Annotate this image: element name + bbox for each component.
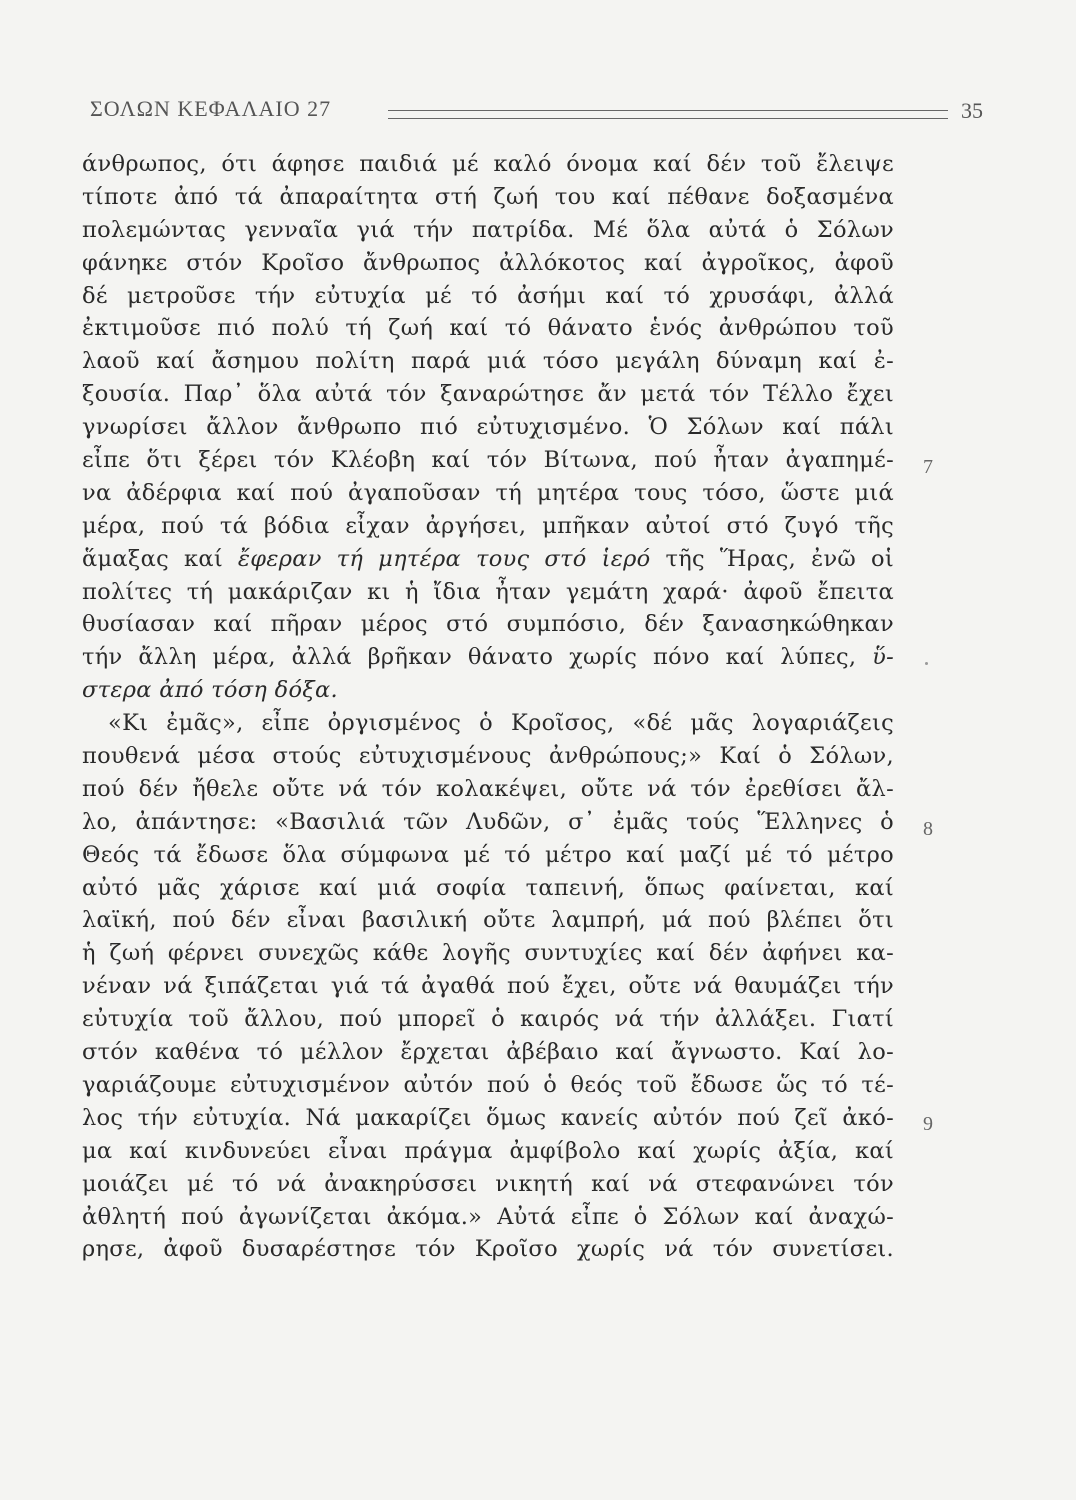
text-segment: τήν ἄλλη μέρα, ἀλλά βρῆκαν θάνατο χωρίς πόνο καί λύπες, [82,644,873,671]
italic-span: ἔφεραν τή μητέρα τους στό ἱερό [237,545,651,572]
text-line: νέναν νά ξιπάζεται γιά τά ἀγαθά πού ἔχει, οὔτε νά θαυμάζει τήν [82,973,894,1000]
text-line: λαϊκή, πού δέν εἶναι βασιλική οὔτε λαμπρή, μά πού βλέπει ὅτι [82,907,894,934]
text-line: πού δέν ἤθελε οὔτε νά τόν κολακέψει, οὔτε νά τόν ἐρεθίσει ἄλ- [82,775,894,802]
text-line: λαοῦ καί ἄσημου πολίτη παρά μιά τόσο μεγάλη δύναμη καί ἐ- [82,348,894,375]
italic-span: ὕ- [872,644,894,671]
text-line: άνθρωπος, ότι άφησε παιδιά μέ καλό όνομα καί δέν τοῦ ἔλειψε [82,151,894,177]
text-line: θυσίασαν καί πῆραν μέρος στό συμπόσιο, δέν ξανασηκώθηκαν [82,611,894,638]
paragraph-start-line: «Κι ἐμᾶς», εἶπε ὀργισμένος ὁ Κροῖσος, «δέ μᾶς λογαριάζεις [108,710,894,737]
body-text [82,148,894,1266]
text-line: γαριάζουμε εὐτυχισμένον αὐτόν πού ὁ θεός τοῦ ἔδωσε ὥς τό τέ- [82,1071,894,1098]
text-line: λος τήν εὐτυχία. Νά μακαρίζει ὅμως κανείς αὐτόν πού ζεῖ ἀκό- [82,1104,894,1131]
page-header [88,96,988,136]
text-line: να ἀδέρφια καί πού ἀγαποῦσαν τή μητέρα τους τόσο, ὥστε μιά [82,479,894,506]
text-line: πουθενά μέσα στούς εὐτυχισμένους ἀνθρώπους;» Καί ὁ Σόλων, [82,743,894,770]
text-line: ρησε, ἀφοῦ δυσαρέστησε τόν Κροῖσο χωρίς νά τόν συνετίσει. [82,1236,894,1263]
text-line: μέρα, πού τά βόδια εἶχαν ἀργήσει, μπῆκαν αὐτοί στό ζυγό τῆς [82,512,894,539]
text-line: ἀθλητή πού ἀγωνίζεται ἀκόμα.» Αὐτά εἶπε ὁ Σόλων καί ἀναχώ- [82,1203,894,1230]
margin-section-number: 9 [923,1113,933,1135]
text-line: πολίτες τή μακάριζαν κι ἡ ἴδια ἦταν γεμάτη χαρά· ἀφοῦ ἔπειτα [82,578,894,605]
text-line: λο, ἀπάντησε: «Βασιλιά τῶν Λυδῶν, σ᾽ ἐμᾶς τούς Ἕλληνες ὁ [82,808,894,835]
running-head: ΣΟΛΩΝ ΚΕΦΑΛΑΙΟ 27 [90,96,332,121]
text-line-italic [82,674,894,707]
italic-span: στερα ἀπό τόση δόξα. [82,677,338,704]
text-line-with-italic [82,641,894,674]
text-line: μοιάζει μέ τό νά ἀνακηρύσσει νικητή καί νά στεφανώνει τόν [82,1170,894,1197]
text-line: ἐκτιμοῦσε πιό πολύ τή ζωή καί τό θάνατο ἑνός ἀνθρώπου τοῦ [82,315,894,342]
text-line: εὐτυχία τοῦ ἄλλου, πού μπορεῖ ὁ καιρός νά τήν ἀλλάξει. Γιατί [82,1006,894,1033]
page-number: 35 [961,98,983,123]
text-line: ἡ ζωή φέρνει συνεχῶς κάθε λογῆς συντυχίες καί δέν ἀφήνει κα- [82,940,894,967]
text-line: ξουσία. Παρ᾽ ὅλα αὐτά τόν ξαναρώτησε ἄν μετά τόν Τέλλο ἔχει [82,381,894,408]
text-segment: ἅμαξας καί [82,545,238,572]
text-line: μα καί κινδυνεύει εἶναι πράγμα ἀμφίβολο καί χωρίς ἀξία, καί [82,1137,894,1164]
text-line: αὐτό μᾶς χάρισε καί μιά σοφία ταπεινή, ὅπως φαίνεται, καί [82,874,894,901]
text-line: εἶπε ὅτι ξέρει τόν Κλέοβη καί τόν Βίτωνα, πού ἦταν ἀγαπημέ- [82,447,894,474]
text-line: φάνηκε στόν Κροῖσο ἄνθρωπος ἀλλόκοτος καί ἀγροῖκος, ἀφοῦ [82,249,894,276]
text-line: πολεμώντας γενναῖα γιά τήν πατρίδα. Μέ ὅλα αὐτά ὁ Σόλων [82,216,894,243]
header-rule [388,110,948,119]
margin-section-number: 8 [923,818,933,840]
text-line-with-italic [82,543,894,576]
text-line: τίποτε ἀπό τά ἀπαραίτητα στή ζωή του καί πέθανε δοξασμένα [82,183,894,210]
text-line: Θεός τά ἔδωσε ὅλα σύμφωνα μέ τό μέτρο καί μαζί μέ τό μέτρο [82,841,894,868]
margin-section-number: 7 [923,456,933,478]
text-line: στόν καθένα τό μέλλον ἔρχεται ἀβέβαιο καί ἄγνωστο. Καί λο- [82,1039,894,1066]
margin-mark [925,662,928,665]
text-line: γνωρίσει ἄλλον ἄνθρωπο πιό εὐτυχισμένο. Ὁ Σόλων καί πάλι [82,414,894,441]
text-segment: τῆς Ἥρας, ἐνῶ οἱ [650,545,895,572]
text-line: δέ μετροῦσε τήν εὐτυχία μέ τό ἀσήμι καί τό χρυσάφι, ἀλλά [82,282,894,309]
